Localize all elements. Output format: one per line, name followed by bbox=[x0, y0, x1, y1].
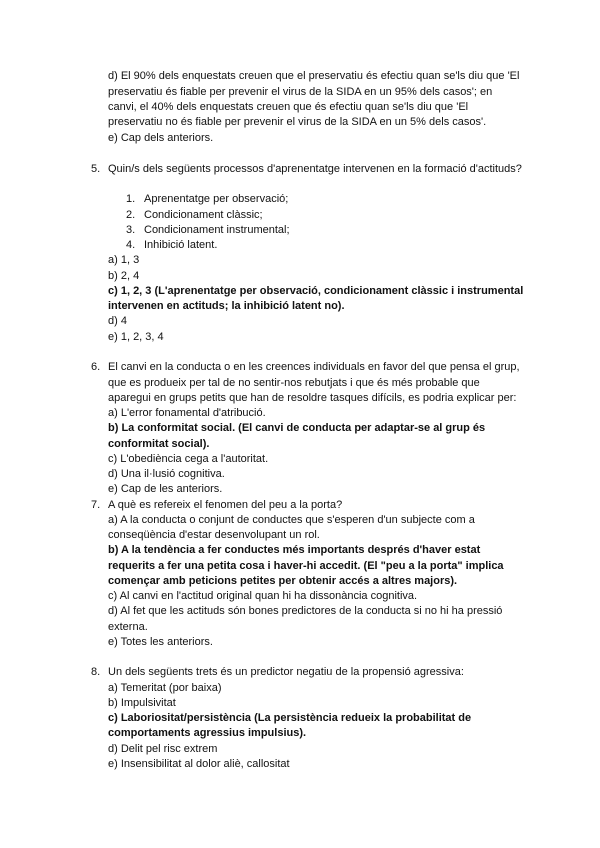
q7-option-e: e) Totes les anteriors. bbox=[108, 636, 213, 648]
q6-option-c: c) L'obediència cega a l'autoritat. bbox=[108, 453, 269, 465]
q6-question-line-2: que es produeix per tal de no sentir-nos rebutjats i que és més probable que bbox=[108, 377, 480, 389]
q6-question-line-3: aparegui en grups petits que han de resoldre tasques difícils, es podria explicar per: bbox=[108, 392, 517, 404]
q5-list-num-2: 2. bbox=[126, 209, 136, 221]
q5-option-a: a) 1, 3 bbox=[108, 254, 140, 266]
q7-option-a-line-1: a) A la conducta o conjunt de conductes que s'esperen d'un subjecte com a bbox=[108, 514, 475, 526]
q5-option-d: d) 4 bbox=[108, 315, 127, 327]
q5-list-item-4: Inhibició latent. bbox=[144, 239, 218, 251]
q5-option-b: b) 2, 4 bbox=[108, 270, 140, 282]
q8-question: Un dels següents trets és un predictor negatiu de la propensió agressiva: bbox=[108, 666, 464, 678]
q6-question-line-1: El canvi en la conducta o en les creences individuals en favor del que pensa el grup, bbox=[108, 361, 520, 373]
q8-option-b: b) Impulsivitat bbox=[108, 697, 176, 709]
q7-option-b-line-1: b) A la tendència a fer conductes més importants després d'haver estat bbox=[108, 544, 481, 556]
q7-option-c: c) Al canvi en l'actitud original quan hi ha dissonància cognitiva. bbox=[108, 590, 418, 602]
q4-option-d-line-3: canvi, el 40% dels enquestats creuen que és efectiu quan se'ls diu que 'El bbox=[108, 101, 469, 113]
q8-option-d: d) Delit pel risc extrem bbox=[108, 743, 218, 755]
q7-option-b-line-3: començar amb peticions petites per obtenir accés a altres majors). bbox=[108, 575, 458, 587]
q8-number: 8. bbox=[91, 666, 101, 678]
q6-option-b-line-1: b) La conformitat social. (El canvi de conducta per adaptar-se al grup és bbox=[108, 422, 486, 434]
q5-list-num-4: 4. bbox=[126, 239, 136, 251]
q5-list-num-1: 1. bbox=[126, 193, 136, 205]
q6-option-b-line-2: conformitat social). bbox=[108, 438, 210, 450]
q6-number: 6. bbox=[91, 361, 101, 373]
q4-option-d-line-2: preservatiu és fiable per prevenir el virus de la SIDA en un 95% dels casos'; en bbox=[108, 86, 493, 98]
q6-option-a: a) L'error fonamental d'atribució. bbox=[108, 407, 266, 419]
q8-option-e: e) Insensibilitat al dolor aliè, callositat bbox=[108, 758, 290, 770]
q8-option-c-line-1: c) Laboriositat/persistència (La persistència redueix la probabilitat de bbox=[108, 712, 472, 724]
q7-question: A què es refereix el fenomen del peu a la porta? bbox=[108, 499, 343, 511]
q5-list-item-3: Condicionament instrumental; bbox=[144, 224, 290, 236]
q5-list-num-3: 3. bbox=[126, 224, 136, 236]
q6-option-e: e) Cap de les anteriors. bbox=[108, 483, 223, 495]
q7-option-d-line-2: externa. bbox=[108, 621, 148, 633]
q7-option-b-line-2: requerits a fer una petita cosa i haver-hi accedit. (El "peu a la porta" implica bbox=[108, 560, 504, 572]
q7-number: 7. bbox=[91, 499, 101, 511]
q8-option-a: a) Temeritat (por baixa) bbox=[108, 682, 222, 694]
q5-list-item-1: Aprenentatge per observació; bbox=[144, 193, 289, 205]
q5-option-c-line-1: c) 1, 2, 3 (L'aprenentatge per observació, condicionament clàssic i instrumental bbox=[108, 285, 524, 297]
q6-option-d: d) Una il·lusió cognitiva. bbox=[108, 468, 225, 480]
q5-list-item-2: Condicionament clàssic; bbox=[144, 209, 263, 221]
q4-option-d-line-1: d) El 90% dels enquestats creuen que el preservatiu és efectiu quan se'ls diu que 'El bbox=[108, 70, 520, 82]
q5-question: Quin/s dels següents processos d'aprenentatge intervenen en la formació d'actituds? bbox=[108, 163, 522, 175]
q8-option-c-line-2: comportaments agressius impulsius). bbox=[108, 727, 307, 739]
q4-option-d-line-4: preservatiu no és fiable per prevenir el virus de la SIDA en un 5% dels casos'. bbox=[108, 116, 487, 128]
q7-option-d-line-1: d) Al fet que les actituds són bones predictores de la conducta si no hi ha pressió bbox=[108, 605, 503, 617]
q4-option-e: e) Cap dels anteriors. bbox=[108, 132, 214, 144]
q7-option-a-line-2: conseqüència d'estar desenvolupant un rol. bbox=[108, 529, 320, 541]
q5-number: 5. bbox=[91, 163, 101, 175]
q5-option-c-line-2: intervenen en actituds; la inhibició latent no). bbox=[108, 300, 345, 312]
q5-option-e: e) 1, 2, 3, 4 bbox=[108, 331, 164, 343]
